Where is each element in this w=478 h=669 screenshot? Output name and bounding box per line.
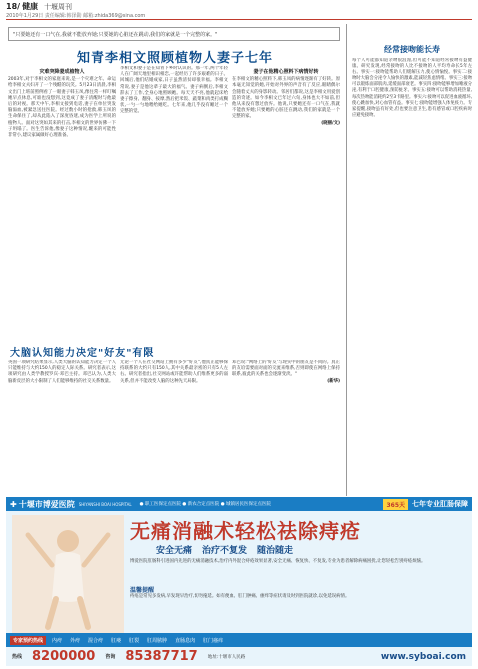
column-divider bbox=[346, 24, 347, 496]
slogan-item: 治疗不复发 bbox=[202, 546, 248, 556]
hospital-tags: ● 职工医保定点医院 ● 新农合定点医院 ● 城镇居民医保定点医院 bbox=[139, 502, 272, 507]
phone2-label: 咨询 bbox=[105, 654, 116, 660]
slogan-item: 随治随走 bbox=[257, 546, 294, 556]
paper-name: 十堰周刊 bbox=[44, 2, 73, 11]
article2-column-c bbox=[232, 360, 340, 510]
article1-text-a: 2003年,对于李相文的家庭来说,是一个灾难之年。命运给李相文夫妇开了一个残酷的玩笑。5月23日清晨,李相文出门上班前照例看了一眼妻子韩玉凤,像往常一样叮嘱她早点休息,可谁也没想到,这竟成了妻子清醒时与他最后的对视。那天中午,李相文接到电话,妻子在单位突发脑溢血,被紧急送往医院。经过数小时的抢救,韩玉凤的生命保住了,却从此陷入了深度昏迷,成为医学上所说的植物人。面对这突如其来的打击,李相文的世界仿佛一下子坍塌了。医生告诉他,像妻子这种情况,醒来的可能性非常小,建议家属做好心理准备。 bbox=[8, 77, 116, 139]
ad-description: 博爱医院肛肠科引进国内先进的无痛消融技术,治疗内外混合痔疮效果显著,安全无痛、恢复快、不复发,专业为患者解除病痛困扰,让您轻松告别痔疮烦恼。 bbox=[130, 559, 426, 564]
nav-label: 专家预约热线 bbox=[10, 636, 46, 645]
ad-slogan bbox=[156, 543, 293, 556]
nav-item: 直肠息肉 bbox=[175, 637, 196, 644]
ad-website: www.syboai.com bbox=[380, 651, 466, 662]
article2-column-b bbox=[120, 360, 228, 510]
ad-tip-title: 温馨提醒 bbox=[130, 587, 155, 594]
article1-text-b: 李相文和妻子是在知青下乡时认识的。那一年,两个年轻人在广阔天地里相识相恋,一起经历了许多艰难的日子。回城后,他们结婚成家,日子虽然清贫却很幸福。李相文常说,妻子是他这辈子最大的福气。妻子病倒后,李相文辞去了工作,全身心地照顾她。每天天不亮,他就起床给妻子擦身、翻身、按摩,然后把米饭、蔬菜和肉类打成糊状,一勺一勺地喂给她吃。七年来,他几乎没有睡过一个完整的觉。 bbox=[120, 66, 228, 115]
article1-subheading-1: 灾难突降妻成植物人 bbox=[39, 69, 85, 75]
pull-quote: "只要她还有一口气在,我就不能放弃她;只要她的心脏还在跳动,我们的家就是一个完整的家。" bbox=[8, 27, 340, 41]
phone1-label: 热线 bbox=[12, 654, 23, 660]
nav-item: 肛瘘 bbox=[111, 637, 122, 644]
hospital-name-en: SHIYANSHI BOAI HOSPITAL bbox=[78, 501, 132, 507]
header-rule bbox=[6, 19, 472, 20]
ad-address: 地址:十堰市人民路 bbox=[207, 654, 246, 660]
sidebar-text: 每个人可能都知道亲吻很浪漫,但可能不知道经常接吻有益健康。研究发现,经常接吻的人比不接吻的人平均寿命长5年左右。事实一:接吻能帮助人们缓解压力,使心情愉悦。事实二:接吻时大脑会分泌令人愉快的激素,能减轻焦虑情绪。事实三:接吻可以锻炼面部肌肉,延缓面部衰老。事实四:接吻能够增加唾液分泌,有利于口腔健康,预防蛀牙。事实五:接吻可以帮助消耗热量,每次热吻能消耗约2至3卡路里。事实六:接吻可以促进血液循环,使心跳加快,对心血管有益。事实七:接吻能增强人体免疫力。专家提醒,接吻虽有好处,但也要注意卫生,患有感冒或口腔疾病时应避免接吻。 bbox=[352, 58, 472, 118]
hospital-banner bbox=[6, 497, 472, 511]
nav-item: 肛裂 bbox=[129, 637, 140, 644]
nav-item: 内痔 bbox=[52, 637, 63, 644]
article1-text-c: 在李相文的精心照料下,韩玉凤的病情逐渐有了好转。原本毫无知觉的她,开始对外界的声音有了反应,眼睛偶尔会随着丈夫的身影转动。邻居们都说,这是李相文用爱创造的奇迹。如今李相文已年过六旬,身体也大不如前,但他从来没有想过放弃。他说,只要她还有一口气在,我就不能放弃她;只要她的心脏还在跳动,我们的家就是一个完整的家。 bbox=[232, 77, 340, 120]
article1-column-c bbox=[232, 66, 340, 340]
article2-text-b: 无论一个人在社交网站上拥有多少"好友",他真正能够保持联系的大约只有150人,其中关系最亲密的只有5人左右。研究者指出,社交网站或许能帮助人们维系更多的弱关系,但并不能改变人脑的这种先天局限。 bbox=[120, 360, 228, 384]
ad-contact bbox=[6, 647, 472, 666]
ad-figure-image bbox=[12, 515, 124, 633]
section-name: 健康 bbox=[22, 2, 39, 11]
days-badge: 365天 bbox=[383, 499, 408, 510]
ad-service-nav bbox=[6, 633, 472, 647]
advertisement bbox=[6, 511, 472, 666]
sidebar-headline: 经常接吻能长寿 bbox=[384, 45, 440, 54]
header-info: 2010年1月29日 责任编辑:韩泽勋 邮箱:zhida369@sina.com bbox=[6, 13, 146, 19]
nav-item: 混合痔 bbox=[88, 637, 104, 644]
slogan-item: 安全无痛 bbox=[156, 546, 193, 556]
hospital-name: 十堰市博爱医院 bbox=[18, 499, 75, 509]
article1-subheading-2: 妻子在他精心照料下病情好转 bbox=[253, 69, 319, 75]
phone-number-1: 8200000 bbox=[32, 649, 96, 664]
page-header bbox=[0, 0, 478, 19]
article2-column-a bbox=[8, 360, 116, 510]
phone-number-2: 85387717 bbox=[125, 649, 198, 664]
article2-headline: 大脑认知能力决定"好友"有限 bbox=[10, 348, 155, 359]
article1-column-a bbox=[8, 66, 116, 340]
nav-item: 肛周脓肿 bbox=[147, 637, 168, 644]
nav-item: 肛门瘙痒 bbox=[203, 637, 224, 644]
article1-column-b bbox=[120, 66, 228, 340]
article2-byline: (新华) bbox=[327, 378, 340, 384]
article2-text-a: 英国一项研究结果显示,人类大脑的认知能力决定一个人只能维持与大约150人的稳定人际关系。研究者表示,这项研究由人类学教授罗宾·邓巴主持。邓巴认为,人类大脑新皮层的大小限制了人们能够维持的社交关系数量。 bbox=[8, 360, 116, 384]
hospital-logo-icon: ✚ bbox=[10, 499, 17, 509]
service-slogan: 七年专业肛肠保障 bbox=[412, 500, 468, 508]
ad-headline: 无痛消融术轻松祛除痔疮 bbox=[130, 519, 361, 543]
article1-byline: (晓丽/文) bbox=[321, 120, 340, 126]
article2-text-c: 邓巴说:"网络上的'好友'与现实中的朋友是不同的。真正的友谊需要面对面的交流来维系,否则即使在网络上保持联系,彼此的关系也会逐渐变淡。" bbox=[232, 360, 340, 378]
ad-tip: 痔疮是常见多发病,早发现早治疗,切勿拖延。如有便血、肛门肿痛、瘙痒等症状请及时到医院就诊,以免延误病情。 bbox=[130, 594, 350, 599]
article1-headline: 知青李相文照顾植物人妻子七年 bbox=[76, 51, 273, 66]
nav-item: 外痔 bbox=[70, 637, 81, 644]
page-number: 18/ bbox=[6, 2, 21, 11]
